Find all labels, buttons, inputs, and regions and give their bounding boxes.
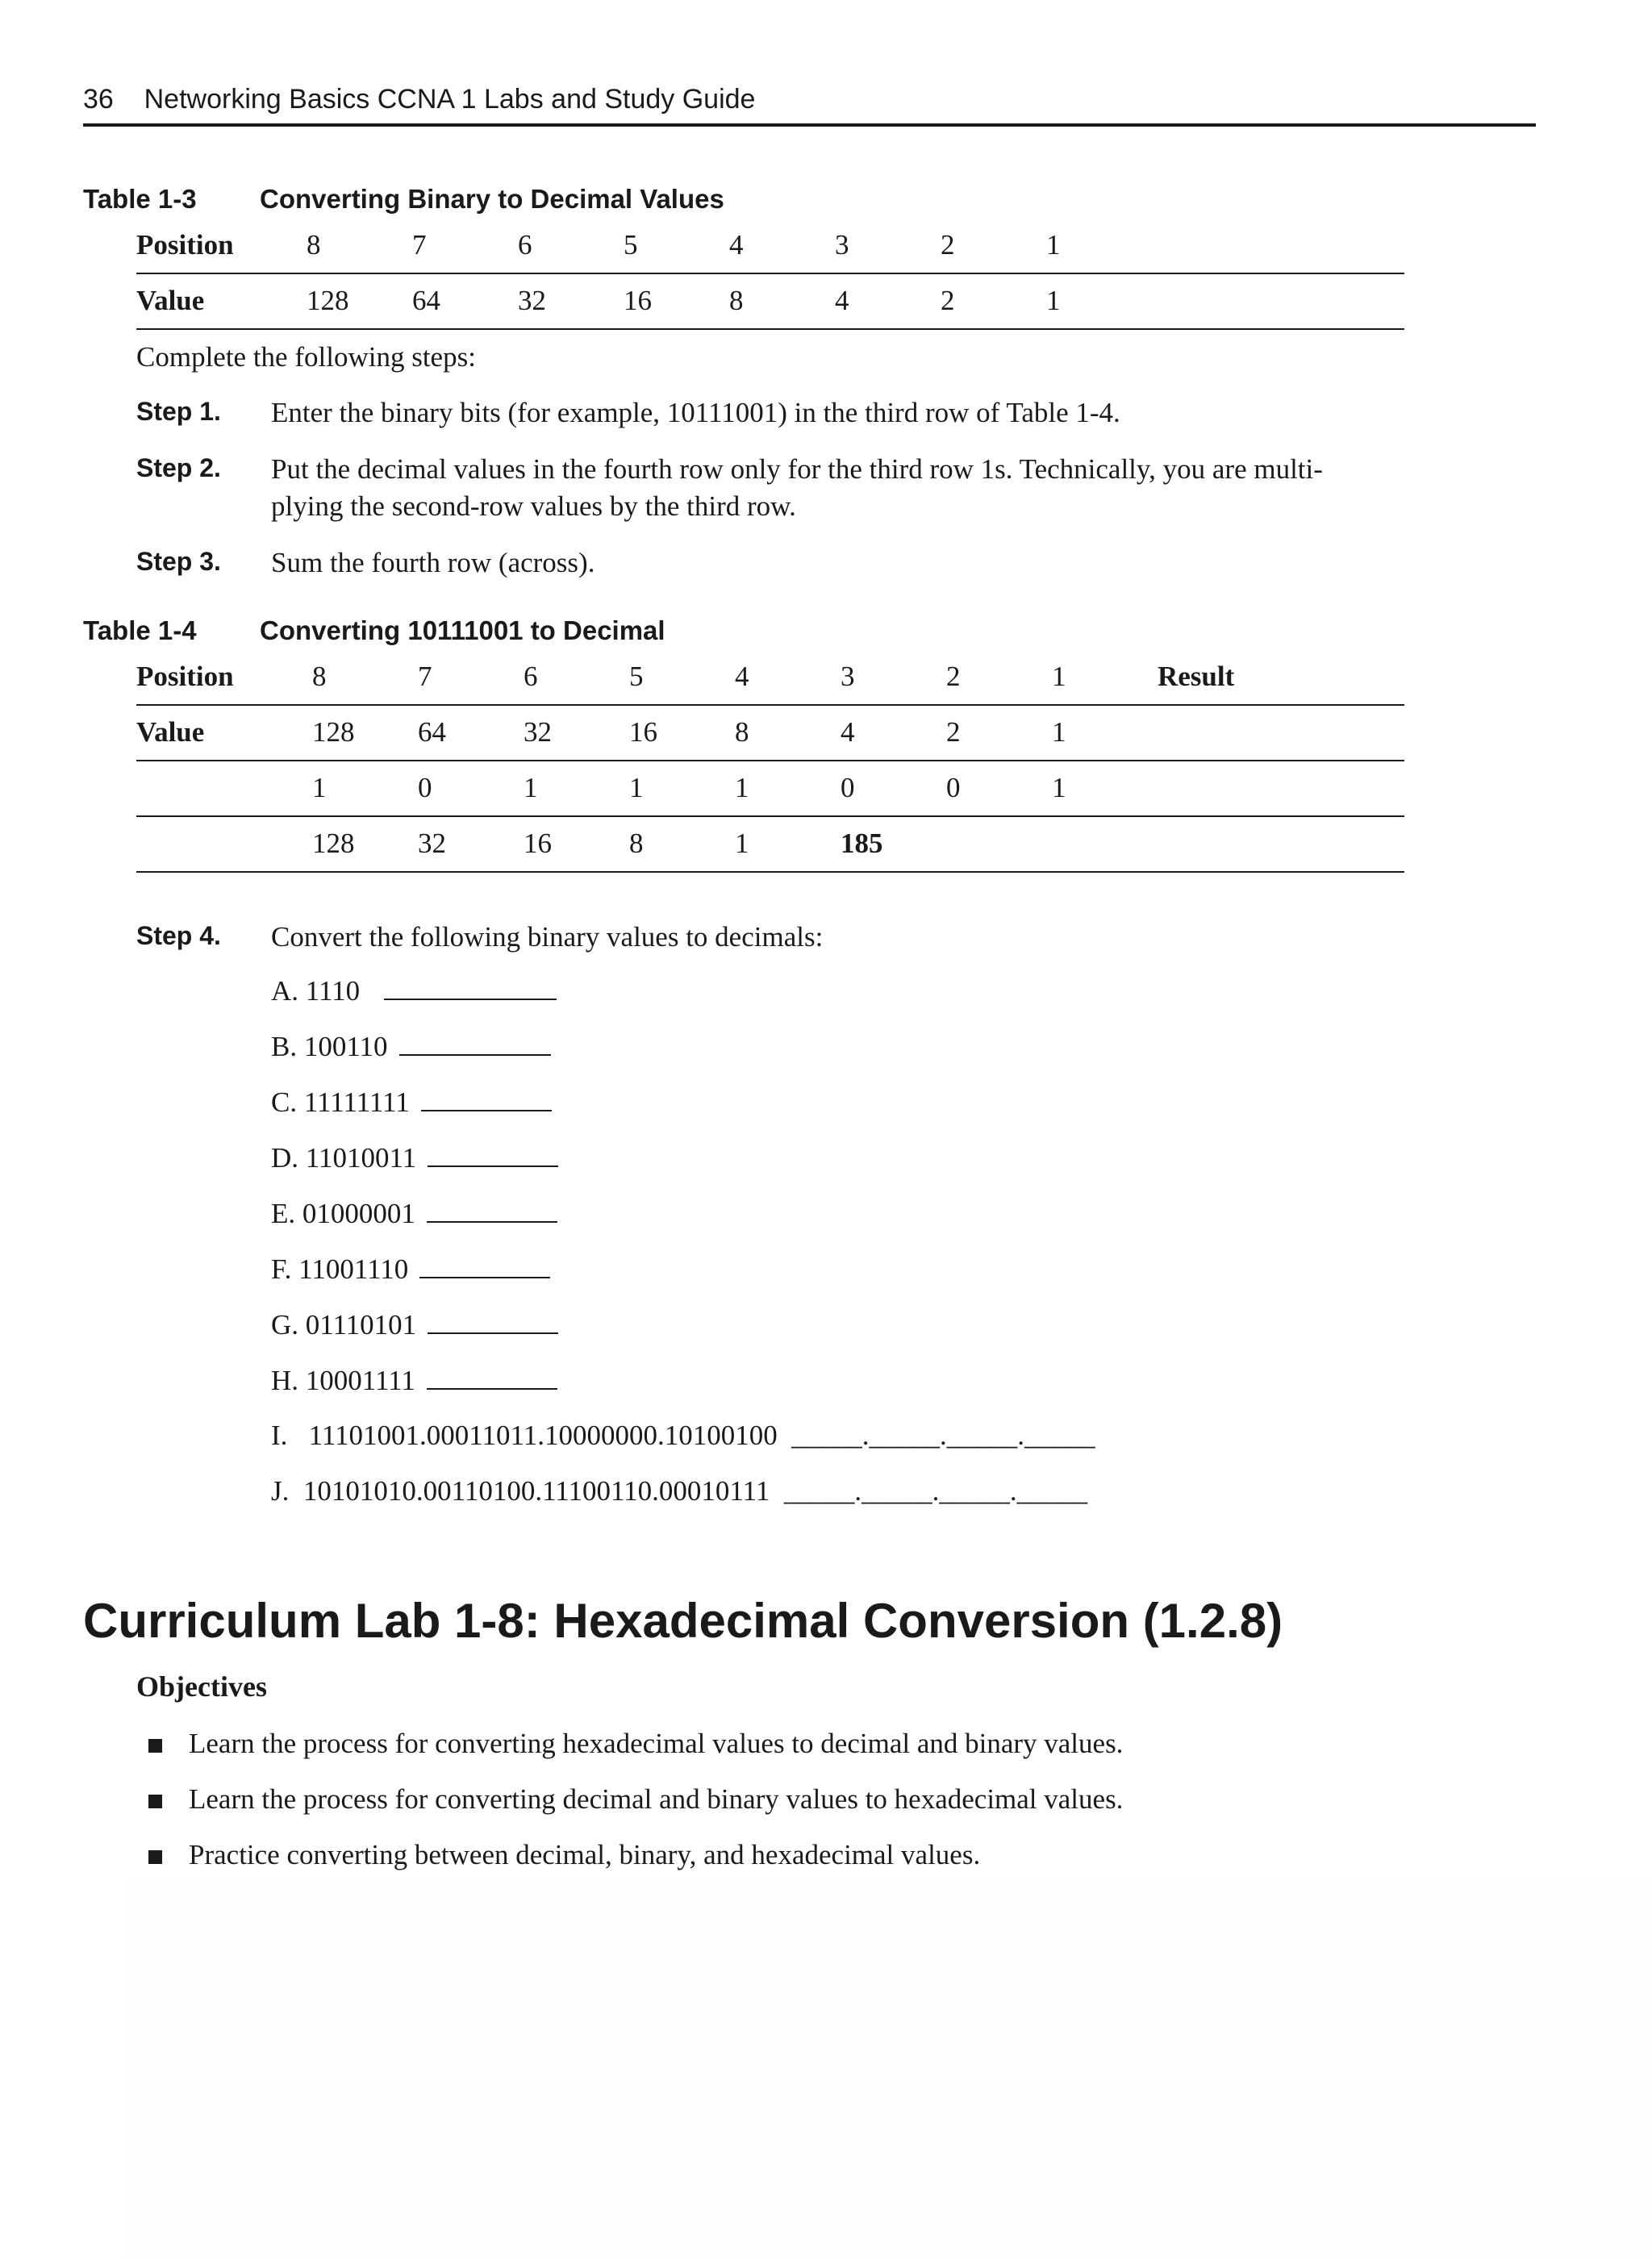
sum-cell: 32 xyxy=(418,828,446,859)
sum-total: 185 xyxy=(841,828,883,859)
table-cell: 5 xyxy=(624,229,638,261)
table-cell: 2 xyxy=(946,661,961,692)
table-rule xyxy=(136,273,1404,274)
bit-cell: 0 xyxy=(946,772,961,803)
exercise-value: H. 10001111 xyxy=(271,1365,415,1396)
running-header xyxy=(83,84,755,115)
table-1-4-number: Table 1-4 xyxy=(83,615,197,645)
answer-blank[interactable] xyxy=(399,1030,551,1056)
table-rule xyxy=(136,871,1404,873)
answer-blank[interactable] xyxy=(428,1308,558,1334)
intro-text: Complete the following steps: xyxy=(136,341,476,373)
exercise-item-h xyxy=(271,1364,557,1397)
table-row-label: Value xyxy=(136,716,205,748)
table-row-label: Value xyxy=(136,285,205,316)
objective-item: Practice converting between decimal, binary, and hexadecimal values. xyxy=(189,1839,981,1870)
book-title: Networking Basics CCNA 1 Labs and Study Guide xyxy=(144,84,756,115)
table-cell: 32 xyxy=(518,285,546,316)
sum-cell: 1 xyxy=(735,828,749,859)
step-2-text-cont: plying the second-row values by the third row. xyxy=(271,490,796,522)
exercise-item-g xyxy=(271,1308,558,1341)
table-cell: 4 xyxy=(835,285,849,316)
table-cell: 64 xyxy=(412,285,440,316)
bit-cell: 1 xyxy=(735,772,749,803)
step-2-label: Step 2. xyxy=(136,453,221,482)
step-3-text: Sum the fourth row (across). xyxy=(271,547,595,578)
table-cell: 16 xyxy=(629,716,657,748)
answer-blank[interactable] xyxy=(384,974,557,1000)
table-cell: 8 xyxy=(312,661,327,692)
exercise-item-a xyxy=(271,974,557,1007)
table-cell: 1 xyxy=(1052,661,1066,692)
table-rule xyxy=(136,815,1404,817)
table-cell: 64 xyxy=(418,716,446,748)
table-cell: 1 xyxy=(1046,229,1061,261)
bullet-icon xyxy=(148,1850,162,1864)
table-cell: 6 xyxy=(524,661,538,692)
step-1-label: Step 1. xyxy=(136,397,221,426)
table-rule xyxy=(136,760,1404,761)
answer-blank[interactable] xyxy=(421,1086,552,1111)
table-cell: 4 xyxy=(735,661,749,692)
table-rule xyxy=(136,328,1404,330)
table-cell: 4 xyxy=(729,229,744,261)
exercise-item-f xyxy=(271,1253,550,1286)
exercise-label: I. xyxy=(271,1420,288,1451)
page-shade xyxy=(125,1879,1652,2260)
exercise-value: B. 100110 xyxy=(271,1031,388,1062)
table-1-3-title: Converting Binary to Decimal Values xyxy=(260,184,724,214)
objective-item: Learn the process for converting decimal and binary values to hexadecimal values. xyxy=(189,1783,1124,1815)
table-cell: 2 xyxy=(946,716,961,748)
exercise-item-e xyxy=(271,1197,557,1230)
table-rule xyxy=(136,704,1404,706)
step-2-text: Put the decimal values in the fourth row only for the third row 1s. Technically, you are multi- xyxy=(271,453,1323,485)
sum-cell: 128 xyxy=(312,828,355,859)
step-4-label: Step 4. xyxy=(136,921,221,950)
table-cell: 1 xyxy=(1046,285,1061,316)
page-number: 36 xyxy=(83,84,114,115)
answer-blank[interactable]: _____._____._____._____ xyxy=(783,1475,1088,1507)
table-cell: 8 xyxy=(735,716,749,748)
exercise-item-i xyxy=(271,1420,1095,1452)
step-4-text: Convert the following binary values to decimals: xyxy=(271,921,824,953)
exercise-item-b xyxy=(271,1030,551,1063)
table-cell: 8 xyxy=(307,229,321,261)
table-cell: 2 xyxy=(941,285,955,316)
table-cell: 3 xyxy=(835,229,849,261)
table-cell: 128 xyxy=(307,285,349,316)
exercise-item-d xyxy=(271,1141,558,1174)
bit-cell: 1 xyxy=(1052,772,1066,803)
exercise-value: C. 11111111 xyxy=(271,1086,410,1118)
answer-blank[interactable]: _____._____._____._____ xyxy=(791,1420,1095,1451)
bit-cell: 0 xyxy=(841,772,855,803)
exercise-value: F. 11001110 xyxy=(271,1253,409,1285)
table-cell: 7 xyxy=(418,661,432,692)
bullet-icon xyxy=(148,1739,162,1753)
exercise-value: E. 01000001 xyxy=(271,1198,415,1229)
bit-cell: 1 xyxy=(629,772,644,803)
exercise-value: D. 11010011 xyxy=(271,1142,417,1174)
exercise-item-c xyxy=(271,1086,552,1119)
lab-heading: Curriculum Lab 1-8: Hexadecimal Conversion (1.2.8) xyxy=(83,1594,1283,1648)
exercise-value: G. 01110101 xyxy=(271,1309,417,1341)
answer-blank[interactable] xyxy=(419,1253,550,1278)
bit-cell: 1 xyxy=(524,772,538,803)
step-1-text: Enter the binary bits (for example, 10111001) in the third row of Table 1-4. xyxy=(271,397,1120,428)
exercise-item-j xyxy=(271,1475,1087,1507)
objectives-heading: Objectives xyxy=(136,1670,267,1703)
sum-cell: 16 xyxy=(524,828,552,859)
sum-cell: 8 xyxy=(629,828,644,859)
bit-cell: 1 xyxy=(312,772,327,803)
answer-blank[interactable] xyxy=(427,1364,557,1390)
table-cell: 32 xyxy=(524,716,552,748)
table-row-label: Position xyxy=(136,229,234,261)
table-cell: 4 xyxy=(841,716,855,748)
step-3-label: Step 3. xyxy=(136,547,221,576)
table-cell: 128 xyxy=(312,716,355,748)
table-cell: 2 xyxy=(941,229,955,261)
table-cell: 3 xyxy=(841,661,855,692)
answer-blank[interactable] xyxy=(427,1197,557,1223)
exercise-value: 11101001.00011011.10000000.10100100 xyxy=(308,1420,778,1451)
answer-blank[interactable] xyxy=(428,1141,558,1167)
table-cell: 16 xyxy=(624,285,652,316)
table-cell: 1 xyxy=(1052,716,1066,748)
table-1-3-number: Table 1-3 xyxy=(83,184,197,214)
header-rule xyxy=(83,123,1536,127)
exercise-label: J. xyxy=(271,1475,290,1507)
bit-cell: 0 xyxy=(418,772,432,803)
result-header: Result xyxy=(1158,661,1235,692)
table-cell: 7 xyxy=(412,229,427,261)
table-cell: 6 xyxy=(518,229,532,261)
exercise-value: A. 1110 xyxy=(271,975,361,1007)
exercise-value: 10101010.00110100.11100110.00010111 xyxy=(302,1475,770,1507)
table-cell: 8 xyxy=(729,285,744,316)
table-1-4-title: Converting 10111001 to Decimal xyxy=(260,615,665,645)
bullet-icon xyxy=(148,1795,162,1808)
objective-item: Learn the process for converting hexadecimal values to decimal and binary values. xyxy=(189,1728,1124,1759)
table-cell: 5 xyxy=(629,661,644,692)
table-row-label: Position xyxy=(136,661,234,692)
